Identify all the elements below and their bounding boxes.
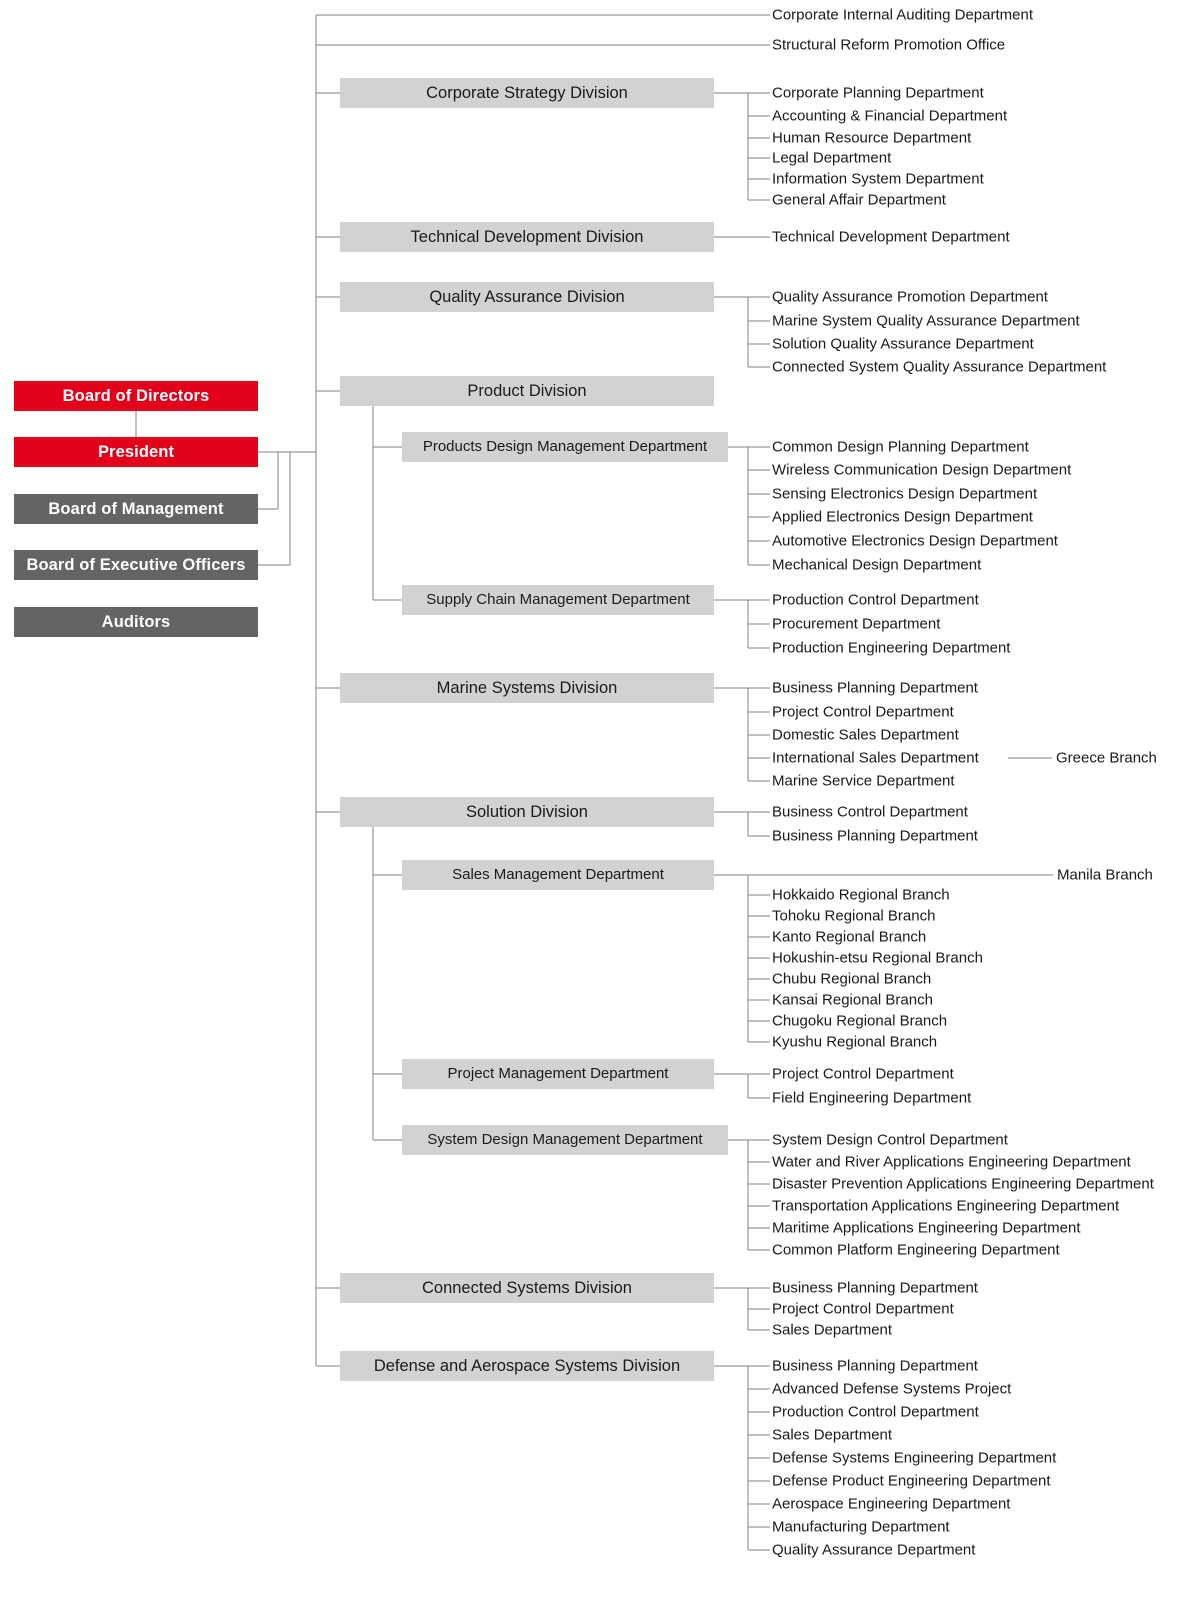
leaf-kyushu-regional-branch[interactable]: Kyushu Regional Branch bbox=[772, 1033, 938, 1051]
node-label: Supply Chain Management Department bbox=[426, 590, 690, 608]
node-label: Corporate Strategy Division bbox=[426, 83, 628, 102]
leaf-greece-branch[interactable]: Greece Branch bbox=[1056, 749, 1157, 767]
leaf-transportation-applications-eng[interactable]: Transportation Applications Engineering Department bbox=[772, 1197, 1120, 1215]
node-label: President bbox=[97, 442, 175, 461]
node-marine-systems-division[interactable] bbox=[340, 673, 714, 703]
leaf-kanto-regional-branch[interactable]: Kanto Regional Branch bbox=[772, 928, 927, 946]
leaf-connected-project-control[interactable]: Project Control Department bbox=[772, 1300, 954, 1318]
leaf-manila-branch[interactable]: Manila Branch bbox=[1057, 866, 1153, 884]
leaf-manufacturing[interactable]: Manufacturing Department bbox=[772, 1518, 950, 1536]
node-products-design-management-department[interactable] bbox=[402, 432, 728, 462]
leaf-procurement[interactable]: Procurement Department bbox=[772, 615, 941, 633]
leaf-field-engineering[interactable]: Field Engineering Department bbox=[772, 1089, 972, 1107]
node-label: Products Design Management Department bbox=[422, 437, 708, 455]
node-label: Connected Systems Division bbox=[421, 1278, 632, 1297]
leaf-defense-sales[interactable]: Sales Department bbox=[772, 1426, 893, 1444]
leaf-water-river-applications-eng[interactable]: Water and River Applications Engineering Department bbox=[772, 1153, 1131, 1171]
leaf-production-control[interactable]: Production Control Department bbox=[772, 591, 979, 609]
leaf-applied-electronics-design[interactable]: Applied Electronics Design Department bbox=[772, 508, 1033, 526]
leaf-maritime-applications-eng[interactable]: Maritime Applications Engineering Department bbox=[772, 1219, 1081, 1237]
leaf-connected-sales[interactable]: Sales Department bbox=[772, 1321, 893, 1339]
leaf-mechanical-design[interactable]: Mechanical Design Department bbox=[772, 556, 982, 574]
node-president[interactable] bbox=[14, 437, 258, 467]
node-connected-systems-division[interactable] bbox=[340, 1273, 714, 1303]
node-label: Quality Assurance Division bbox=[429, 287, 625, 306]
leaf-solution-project-control[interactable]: Project Control Department bbox=[772, 1065, 954, 1083]
leaf-production-engineering[interactable]: Production Engineering Department bbox=[772, 639, 1011, 657]
node-quality-assurance-division[interactable] bbox=[340, 282, 714, 312]
leaf-defense-product-engineering[interactable]: Defense Product Engineering Department bbox=[772, 1472, 1051, 1490]
leaf-connected-business-planning[interactable]: Business Planning Department bbox=[772, 1279, 978, 1297]
node-label: Defense and Aerospace Systems Division bbox=[373, 1356, 681, 1375]
leaf-hokushin-etsu-regional-branch[interactable]: Hokushin-etsu Regional Branch bbox=[772, 949, 983, 967]
leaf-legal[interactable]: Legal Department bbox=[772, 149, 892, 167]
leaf-defense-quality-assurance[interactable]: Quality Assurance Department bbox=[772, 1541, 976, 1559]
node-product-division[interactable] bbox=[340, 376, 714, 406]
leaf-marine-system-qa[interactable]: Marine System Quality Assurance Department bbox=[772, 312, 1080, 330]
leaf-sensing-electronics-design[interactable]: Sensing Electronics Design Department bbox=[772, 485, 1038, 503]
node-label: Sales Management Department bbox=[452, 865, 664, 883]
node-board-of-directors[interactable] bbox=[14, 381, 258, 411]
leaf-wireless-communication-design[interactable]: Wireless Communication Design Department bbox=[772, 461, 1072, 479]
node-supply-chain-management-department[interactable] bbox=[402, 585, 714, 615]
leaf-solution-business-planning[interactable]: Business Planning Department bbox=[772, 827, 978, 845]
leaf-connected-system-qa[interactable]: Connected System Quality Assurance Department bbox=[772, 358, 1107, 376]
node-label: Project Management Department bbox=[447, 1064, 669, 1082]
leaf-aerospace-engineering[interactable]: Aerospace Engineering Department bbox=[772, 1495, 1011, 1513]
leaf-chugoku-regional-branch[interactable]: Chugoku Regional Branch bbox=[772, 1012, 948, 1030]
leaf-advanced-defense-systems-project[interactable]: Advanced Defense Systems Project bbox=[772, 1380, 1012, 1398]
node-label: Marine Systems Division bbox=[436, 678, 618, 697]
leaf-qa-promotion[interactable]: Quality Assurance Promotion Department bbox=[772, 288, 1048, 306]
node-defense-aerospace-systems-division[interactable] bbox=[340, 1351, 714, 1381]
leaf-defense-production-control[interactable]: Production Control Department bbox=[772, 1403, 979, 1421]
leaf-hokkaido-regional-branch[interactable]: Hokkaido Regional Branch bbox=[772, 886, 950, 904]
node-project-management-department[interactable] bbox=[402, 1059, 714, 1089]
leaf-corporate-planning[interactable]: Corporate Planning Department bbox=[772, 84, 984, 102]
node-sales-management-department[interactable] bbox=[402, 860, 714, 890]
node-label: Board of Executive Officers bbox=[26, 555, 246, 574]
leaf-solution-business-control[interactable]: Business Control Department bbox=[772, 803, 968, 821]
leaf-human-resource[interactable]: Human Resource Department bbox=[772, 129, 972, 147]
leaf-domestic-sales[interactable]: Domestic Sales Department bbox=[772, 726, 959, 744]
node-board-of-executive-officers[interactable] bbox=[14, 550, 258, 580]
leaf-common-design-planning[interactable]: Common Design Planning Department bbox=[772, 438, 1029, 456]
node-label: Product Division bbox=[467, 381, 587, 400]
leaf-defense-systems-engineering[interactable]: Defense Systems Engineering Department bbox=[772, 1449, 1057, 1467]
node-system-design-management-department[interactable] bbox=[402, 1125, 728, 1155]
leaf-chubu-regional-branch[interactable]: Chubu Regional Branch bbox=[772, 970, 932, 988]
leaf-general-affair[interactable]: General Affair Department bbox=[772, 191, 946, 209]
leaf-defense-business-planning[interactable]: Business Planning Department bbox=[772, 1357, 978, 1375]
node-label: System Design Management Department bbox=[427, 1130, 703, 1148]
leaf-accounting-financial[interactable]: Accounting & Financial Department bbox=[772, 107, 1008, 125]
leaf-system-design-control[interactable]: System Design Control Department bbox=[772, 1131, 1008, 1149]
leaf-corporate-internal-auditing[interactable]: Corporate Internal Auditing Department bbox=[772, 6, 1033, 24]
leaf-common-platform-eng[interactable]: Common Platform Engineering Department bbox=[772, 1241, 1060, 1259]
node-label: Auditors bbox=[101, 612, 171, 631]
leaf-solution-qa[interactable]: Solution Quality Assurance Department bbox=[772, 335, 1034, 353]
node-auditors[interactable] bbox=[14, 607, 258, 637]
leaf-marine-business-planning[interactable]: Business Planning Department bbox=[772, 679, 978, 697]
leaf-kansai-regional-branch[interactable]: Kansai Regional Branch bbox=[772, 991, 933, 1009]
leaf-tohoku-regional-branch[interactable]: Tohoku Regional Branch bbox=[772, 907, 936, 925]
leaf-automotive-electronics-design[interactable]: Automotive Electronics Design Department bbox=[772, 532, 1058, 550]
leaf-structural-reform-promotion-office[interactable]: Structural Reform Promotion Office bbox=[772, 36, 1006, 54]
node-label: Solution Division bbox=[466, 802, 588, 821]
leaf-marine-project-control[interactable]: Project Control Department bbox=[772, 703, 954, 721]
node-board-of-management[interactable] bbox=[14, 494, 258, 524]
leaf-international-sales[interactable]: International Sales Department bbox=[772, 749, 979, 767]
node-corporate-strategy-division[interactable] bbox=[340, 78, 714, 108]
leaf-information-system[interactable]: Information System Department bbox=[772, 170, 984, 188]
node-label: Board of Management bbox=[48, 499, 224, 518]
node-technical-development-division[interactable] bbox=[340, 222, 714, 252]
leaf-technical-development[interactable]: Technical Development Department bbox=[772, 228, 1010, 246]
leaf-disaster-prevention-applications-eng[interactable]: Disaster Prevention Applications Engineering Department bbox=[772, 1175, 1154, 1193]
node-label: Technical Development Division bbox=[410, 227, 644, 246]
node-label: Board of Directors bbox=[62, 386, 210, 405]
node-solution-division[interactable] bbox=[340, 797, 714, 827]
leaf-marine-service[interactable]: Marine Service Department bbox=[772, 772, 955, 790]
